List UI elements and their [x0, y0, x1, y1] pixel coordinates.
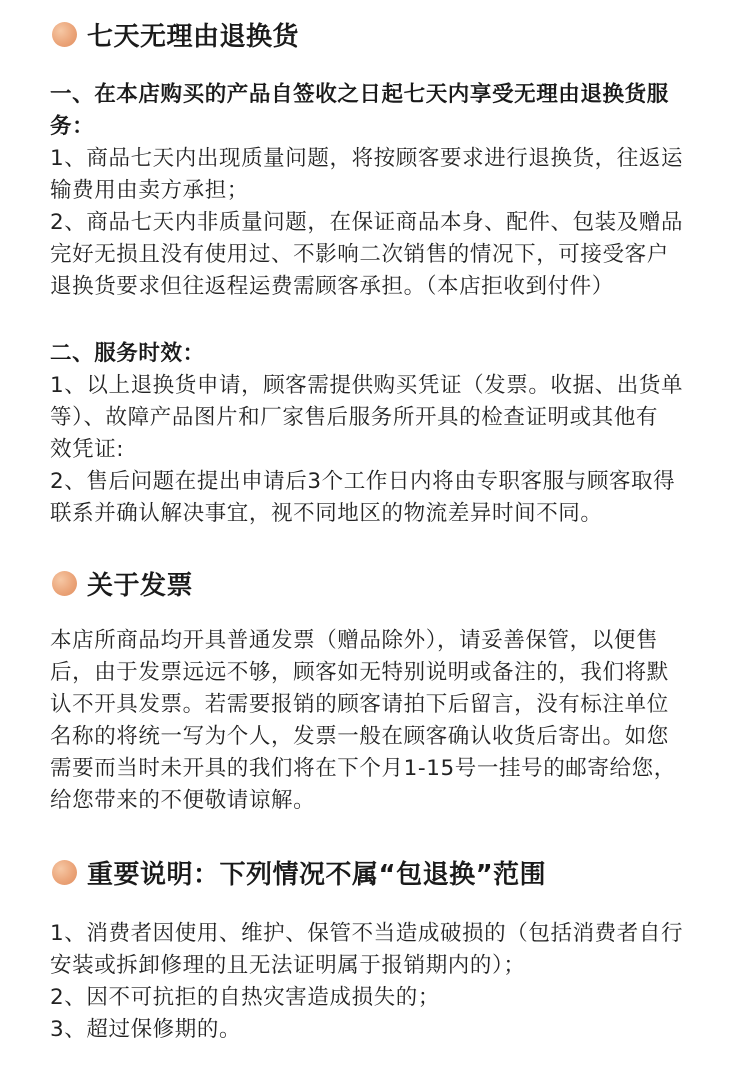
policy-line: 1、消费者因使用、维护、保管不当造成破损的（包括消费者自行 — [50, 921, 684, 946]
policy-line: 二、服务时效： — [50, 341, 205, 366]
policy-line: 1、以上退换货申请，顾客需提供购买凭证（发票。收据、出货单 — [50, 373, 684, 398]
service-timeliness-paragraph — [50, 338, 706, 530]
section-header-seven-day-return — [52, 14, 299, 54]
policy-line: 本店所商品均开具普通发票（赠品除外），请妥善保管，以便售 — [50, 628, 659, 653]
section-header-invoice — [52, 563, 193, 603]
policy-line: 1、商品七天内出现质量问题，将按顾客要求进行退换货，往返运 — [50, 146, 684, 171]
policy-line: 效凭证: — [50, 437, 125, 462]
seven-day-return-paragraph — [50, 79, 706, 303]
section-title: 关于发票 — [87, 570, 194, 601]
exclusions-paragraph — [50, 918, 706, 1046]
policy-line: 需要而当时未开具的我们将在下个月1-15号一挂号的邮寄给您， — [50, 756, 676, 781]
section-title: 七天无理由退换货 — [87, 21, 300, 52]
policy-line: 认不开具发票。若需要报销的顾客请拍下后留言，没有标注单位 — [50, 692, 669, 717]
bullet-dot-icon — [52, 571, 77, 596]
section-title: 重要说明：下列情况不属“包退换”范围 — [87, 859, 547, 890]
policy-line: 一、在本店购买的产品自签收之日起七天内享受无理由退换货服 — [50, 82, 669, 107]
policy-line: 给您带来的不便敬请谅解。 — [50, 788, 316, 813]
policy-line: 安装或拆卸修理的且无法证明属于报销期内的）； — [50, 953, 526, 978]
policy-line: 完好无损且没有使用过、不影响二次销售的情况下，可接受客户 — [50, 242, 669, 267]
policy-line: 3、超过保修期的。 — [50, 1017, 242, 1042]
policy-line: 等）、故障产品图片和厂家售后服务所开具的检查证明或其他有 — [50, 405, 659, 430]
bullet-dot-icon — [52, 22, 77, 47]
bullet-dot-icon — [52, 860, 77, 885]
invoice-paragraph — [50, 625, 706, 817]
policy-line: 务： — [50, 114, 95, 139]
policy-line: 输费用由卖方承担； — [50, 178, 249, 203]
policy-line: 名称的将统一写为个人，发票一般在顾客确认收货后寄出。如您 — [50, 724, 669, 749]
policy-line: 退换货要求但往返程运费需顾客承担。（本店拒收到付件） — [50, 274, 614, 299]
policy-line: 2、售后问题在提出申请后3个工作日内将由专职客服与顾客取得 — [50, 469, 676, 494]
policy-line: 2、商品七天内非质量问题，在保证商品本身、配件、包装及赠品 — [50, 210, 684, 235]
section-header-important-notes — [52, 852, 546, 892]
policy-line: 后，由于发票远远不够，顾客如无特别说明或备注的，我们将默 — [50, 660, 669, 685]
policy-line: 2、因不可抗拒的自热灾害造成损失的； — [50, 985, 440, 1010]
policy-line: 联系并确认解决事宜，视不同地区的物流差异时间不同。 — [50, 501, 603, 526]
